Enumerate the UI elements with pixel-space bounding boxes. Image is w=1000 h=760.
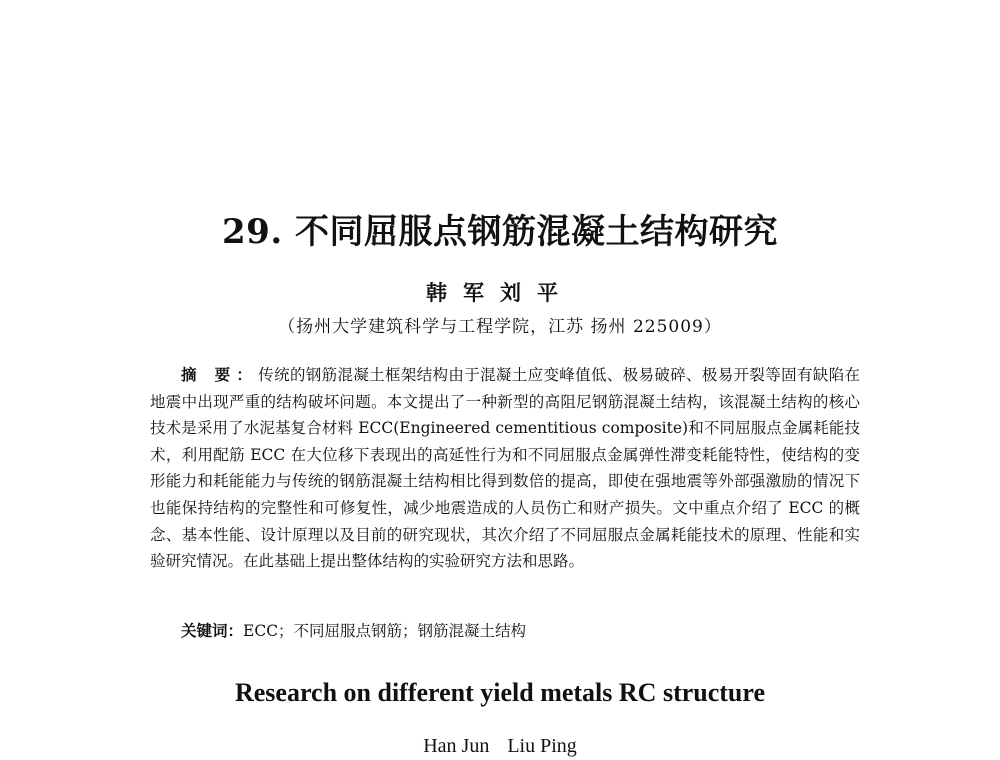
abstract-text: 传统的钢筋混凝土框架结构由于混凝土应变峰值低、极易破碎、极易开裂等固有缺陷在地震中出现严重的结构破坏问题。本文提出了一种新型的高阻尼钢筋混凝土结构，该混凝土结构的核心技术是采用了水泥基复合材料 ECC(Engineered cementitious composite)和不同屈服点金属耗能技术，利用配筋 ECC 在大位移下表现出的高延性行为和不同屈服点金属弹性滞变耗能特性，使结构的变形能力和耗能能力与传统的钢筋混凝土结构相比得到数倍的提高，即使在强地震等外部强激励的情况下也能保持结构的完整性和可修复性，减少地震造成的人员伤亡和财产损失。文中重点介绍了 ECC 的概念、基本性能、设计原理以及目前的研究现状，其次介绍了不同屈服点金属耗能技术的原理、性能和实验研究情况。在此基础上提出整体结构的实验研究方法和思路。	[150, 366, 860, 571]
keywords-line	[181, 619, 526, 643]
keywords-text: ECC；不同屈服点钢筋；钢筋混凝土结构	[243, 622, 527, 640]
chinese-affiliation: （扬州大学建筑科学与工程学院，江苏 扬州 225009）	[278, 317, 722, 337]
chinese-authors: 韩军刘平	[426, 280, 574, 305]
chinese-title: 29. 不同屈服点钢筋混凝土结构研究	[222, 212, 778, 252]
abstract-label: 摘 要：	[181, 365, 259, 384]
english-title: Research on different yield metals RC structure	[234, 678, 766, 707]
author-liu-ping: Liu Ping	[507, 735, 577, 757]
author-han-jun: Han Jun	[423, 735, 490, 757]
keywords-label: 关键词：	[181, 621, 244, 640]
abstract-paragraph	[150, 362, 860, 575]
english-authors	[0, 734, 1000, 758]
